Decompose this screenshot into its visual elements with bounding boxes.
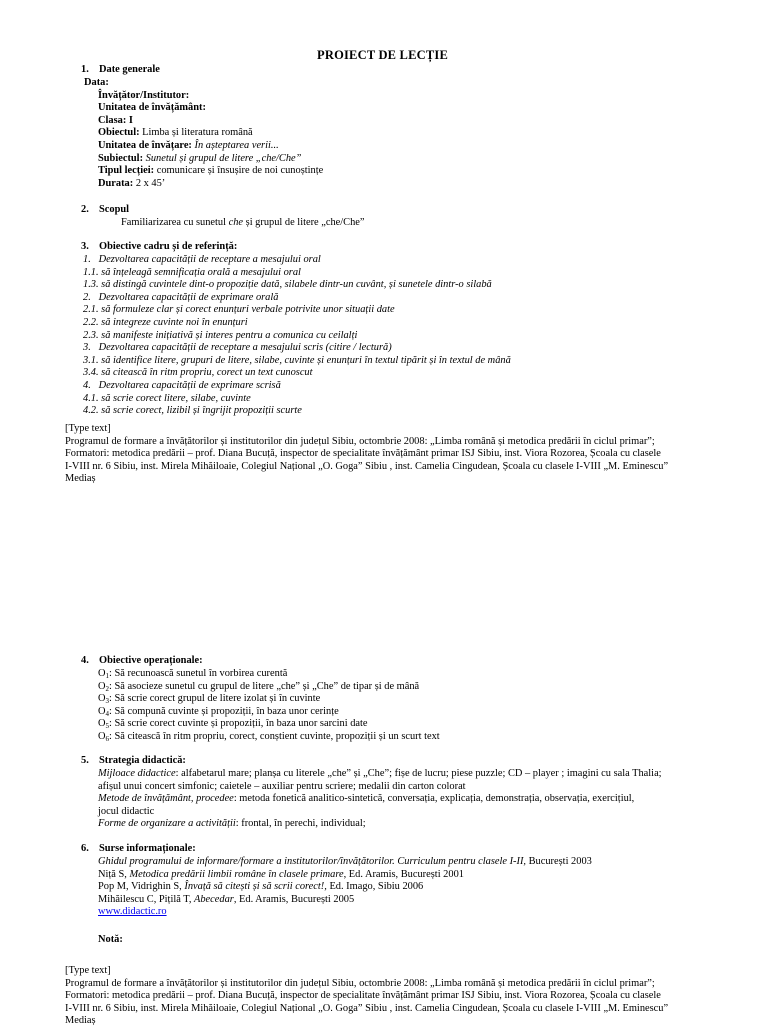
operational-objective: $O_6$: Să citească în ritm propriu, corect, conștient cuvinte, propoziții și un scurt text	[98, 730, 440, 743]
footer-line: Formatori: metodica predării – prof. Diana Bucuță, inspector de specialitate învățământ primar ISJ Sibiu, inst. Viora Rozorea, Școala cu clasele	[65, 990, 661, 1002]
general-data-list	[84, 77, 323, 190]
general-data-row	[84, 90, 323, 103]
teaching-methods-cont: jocul didactic	[98, 805, 155, 817]
objective-index: 4	[105, 709, 110, 718]
objective-item: 2.1. să formuleze clar și corect enunțuri verbale potrivite unor situații date	[83, 304, 395, 316]
teaching-methods: Metode de învățământ, procedee: metoda fonetică analitico-sintetică, conversația, explicația, demonstrația, observația, exercițiul,	[98, 793, 635, 805]
general-data-row	[84, 165, 323, 178]
scope-text: Familiarizarea cu sunetul che și grupul de litere „che/Che”	[121, 217, 365, 228]
didactic-link[interactable]: www.didactic.ro	[98, 906, 167, 918]
operational-objective: $O_2$: Să asocieze sunetul cu grupul de litere „che” și „Che” de tipar și de mână	[98, 680, 420, 693]
footer-line: Mediaș	[65, 1015, 96, 1027]
objective-index: 1	[105, 672, 110, 680]
field-value: În așteptarea verii...	[194, 139, 279, 151]
didactic-strategy	[98, 768, 662, 831]
footer-line: Programul de formare a învățătorilor și institutorilor din județul Sibiu, octombrie 2008: „Limba română și metodica predării în ciclul primar”;	[65, 977, 655, 989]
objective-index: 2	[105, 684, 110, 693]
objective-text: : Să scrie corect grupul de litere izolat și în cuvinte	[109, 693, 321, 705]
general-data-row	[84, 153, 323, 166]
footer-placeholder: [Type text]	[65, 423, 111, 434]
sources-list	[98, 856, 592, 919]
objective-item: 2. Dezvoltarea capacității de exprimare orală	[83, 291, 279, 303]
note-label: Notă:	[98, 934, 123, 945]
objectives-list	[83, 254, 511, 418]
operational-objective: $O_4$: Să compună cuvinte și propoziții, în baza unor cerințe	[98, 705, 339, 718]
field-label: Subiectul:	[98, 152, 144, 164]
source-item: Mihăilescu C, Pițilă T, Abecedar, Ed. Aramis, București 2005	[98, 893, 355, 905]
objective-index: 3	[105, 697, 110, 706]
objective-text: : Să asocieze sunetul cu grupul de litere „che” și „Che” de tipar și de mână	[109, 680, 420, 692]
footer-line: Mediaș	[65, 473, 96, 485]
general-data-row	[84, 115, 323, 128]
field-value: 2 x 45’	[135, 177, 166, 189]
general-data-row	[84, 127, 323, 140]
section-3-heading: 3. Obiective cadru și de referință:	[81, 241, 238, 252]
general-data-row	[84, 77, 323, 90]
source-item: Ghidul programului de informare/formare a institutorilor/învățătorilor. Curriculum pentru clasele I-II, București 2003	[98, 856, 592, 867]
operational-objective: $O_3$: Să scrie corect grupul de litere izolat și în cuvinte	[98, 693, 321, 706]
section-1-heading: 1. Date generale	[81, 64, 160, 75]
organization-forms: Forme de organizare a activității: frontal, în perechi, individual;	[98, 818, 366, 830]
field-label: Învățător/Institutor:	[98, 89, 190, 101]
objective-item: 1. Dezvoltarea capacității de receptare a mesajului oral	[83, 254, 321, 265]
footer-placeholder: [Type text]	[65, 965, 111, 976]
page-title: PROIECT DE LECȚIE	[317, 48, 448, 62]
objective-item: 4. Dezvoltarea capacității de exprimare scrisă	[83, 379, 281, 391]
footer-line: I-VIII nr. 6 Sibiu, inst. Mirela Mihăiloaie, Colegiul Național „O. Goga” Sibiu , inst. Camelia Cingudean, Școala cu clasele I-VIII „M. Eminescu”	[65, 1002, 669, 1014]
field-label: Tipul lecției:	[98, 165, 155, 177]
operational-objectives-list	[98, 668, 440, 744]
objective-item: 1.3. să distingă cuvintele dint-o propoziție dată, silabele dintr-un cuvânt, și sunetele dintr-o silabă	[83, 279, 492, 291]
objective-item: 3.1. să identifice litere, grupuri de litere, silabe, cuvinte și enunțuri în textul tipărit și în textul de mână	[83, 354, 511, 366]
objective-item: 3.4. să citească în ritm propriu, corect un text cunoscut	[83, 367, 313, 379]
source-item: Pop M, Vidrighin S, Învață să citești și să scrii corect!, Ed. Imago, Sibiu 2006	[98, 881, 424, 893]
general-data-row	[84, 102, 323, 115]
didactic-means: Mijloace didactice: alfabetarul mare; planșa cu literele „che” și „Che”; fișe de lucru; piese puzzle; CD – player ; imagini cu sala Thalia;	[98, 768, 662, 779]
page-footer-2	[65, 965, 668, 1028]
field-label: Clasa: I	[98, 114, 133, 126]
general-data-row	[84, 178, 323, 191]
operational-objective: $O_1$: Să recunoască sunetul în vorbirea curentă	[98, 668, 288, 680]
general-data-row	[84, 140, 323, 153]
objective-text: : Să scrie corect cuvinte și propoziții, în baza unor sarcini date	[109, 718, 368, 730]
objective-item: 4.1. să scrie corect litere, silabe, cuvinte	[83, 392, 251, 404]
objective-item: 1.1. să înțeleagă semnificația orală a mesajului oral	[83, 266, 301, 278]
objective-text: : Să compună cuvinte și propoziții, în baza unor cerințe	[109, 705, 339, 717]
footer-line: Formatori: metodica predării – prof. Diana Bucuță, inspector de specialitate învățământ primar ISJ Sibiu, inst. Viora Rozorea, Școala cu clasele	[65, 448, 661, 460]
page-footer-1	[65, 423, 668, 486]
objective-item: 2.2. să integreze cuvinte noi în enunțuri	[83, 316, 248, 328]
section-4-heading: 4. Obiective operaționale:	[81, 655, 203, 666]
footer-line: I-VIII nr. 6 Sibiu, inst. Mirela Mihăiloaie, Colegiul Național „O. Goga” Sibiu , inst. Camelia Cingudean, Școala cu clasele I-VIII „M. Eminescu”	[65, 460, 669, 472]
field-value: Limba și literatura română	[142, 127, 253, 139]
field-value: comunicare și însușire de noi cunoștințe	[156, 165, 324, 177]
objective-item: 3. Dezvoltarea capacității de receptare a mesajului scris (citire / lectură)	[83, 342, 392, 354]
footer-line: Programul de formare a învățătorilor și institutorilor din județul Sibiu, octombrie 2008: „Limba română și metodica predării în ciclul primar”;	[65, 435, 655, 447]
objective-item: 4.2. să scrie corect, lizibil și îngrijit propoziții scurte	[83, 405, 302, 417]
section-5-heading: 5. Strategia didactică:	[81, 755, 186, 766]
source-item: Niță S, Metodica predării limbii române în clasele primare, Ed. Aramis, București 2001	[98, 868, 464, 880]
objective-index: 5	[105, 722, 110, 731]
objective-index: 6	[105, 734, 110, 743]
operational-objective: $O_5$: Să scrie corect cuvinte și propoziții, în baza unor sarcini date	[98, 718, 368, 731]
field-label: Unitatea de învățământ:	[98, 102, 206, 114]
section-6-heading: 6. Surse informaționale:	[81, 843, 196, 854]
objective-text: : Să recunoască sunetul în vorbirea curentă	[109, 668, 288, 679]
field-label: Durata:	[98, 177, 134, 189]
field-label: Unitatea de învățare:	[98, 139, 192, 151]
field-label: Data:	[84, 77, 109, 88]
field-label: Obiectul:	[98, 127, 140, 139]
objective-text: : Să citească în ritm propriu, corect, conștient cuvinte, propoziții și un scurt text	[109, 730, 440, 742]
objective-item: 2.3. să manifeste inițiativă și interes pentru a comunica cu ceilalți	[83, 329, 358, 341]
field-value: Sunetul și grupul de litere „che/Che”	[145, 152, 302, 164]
didactic-means-cont: afișul unui concert simfonic; caietele – auxiliar pentru scriere; medalii din carton colorat	[98, 780, 466, 792]
section-2-heading: 2. Scopul	[81, 204, 130, 215]
